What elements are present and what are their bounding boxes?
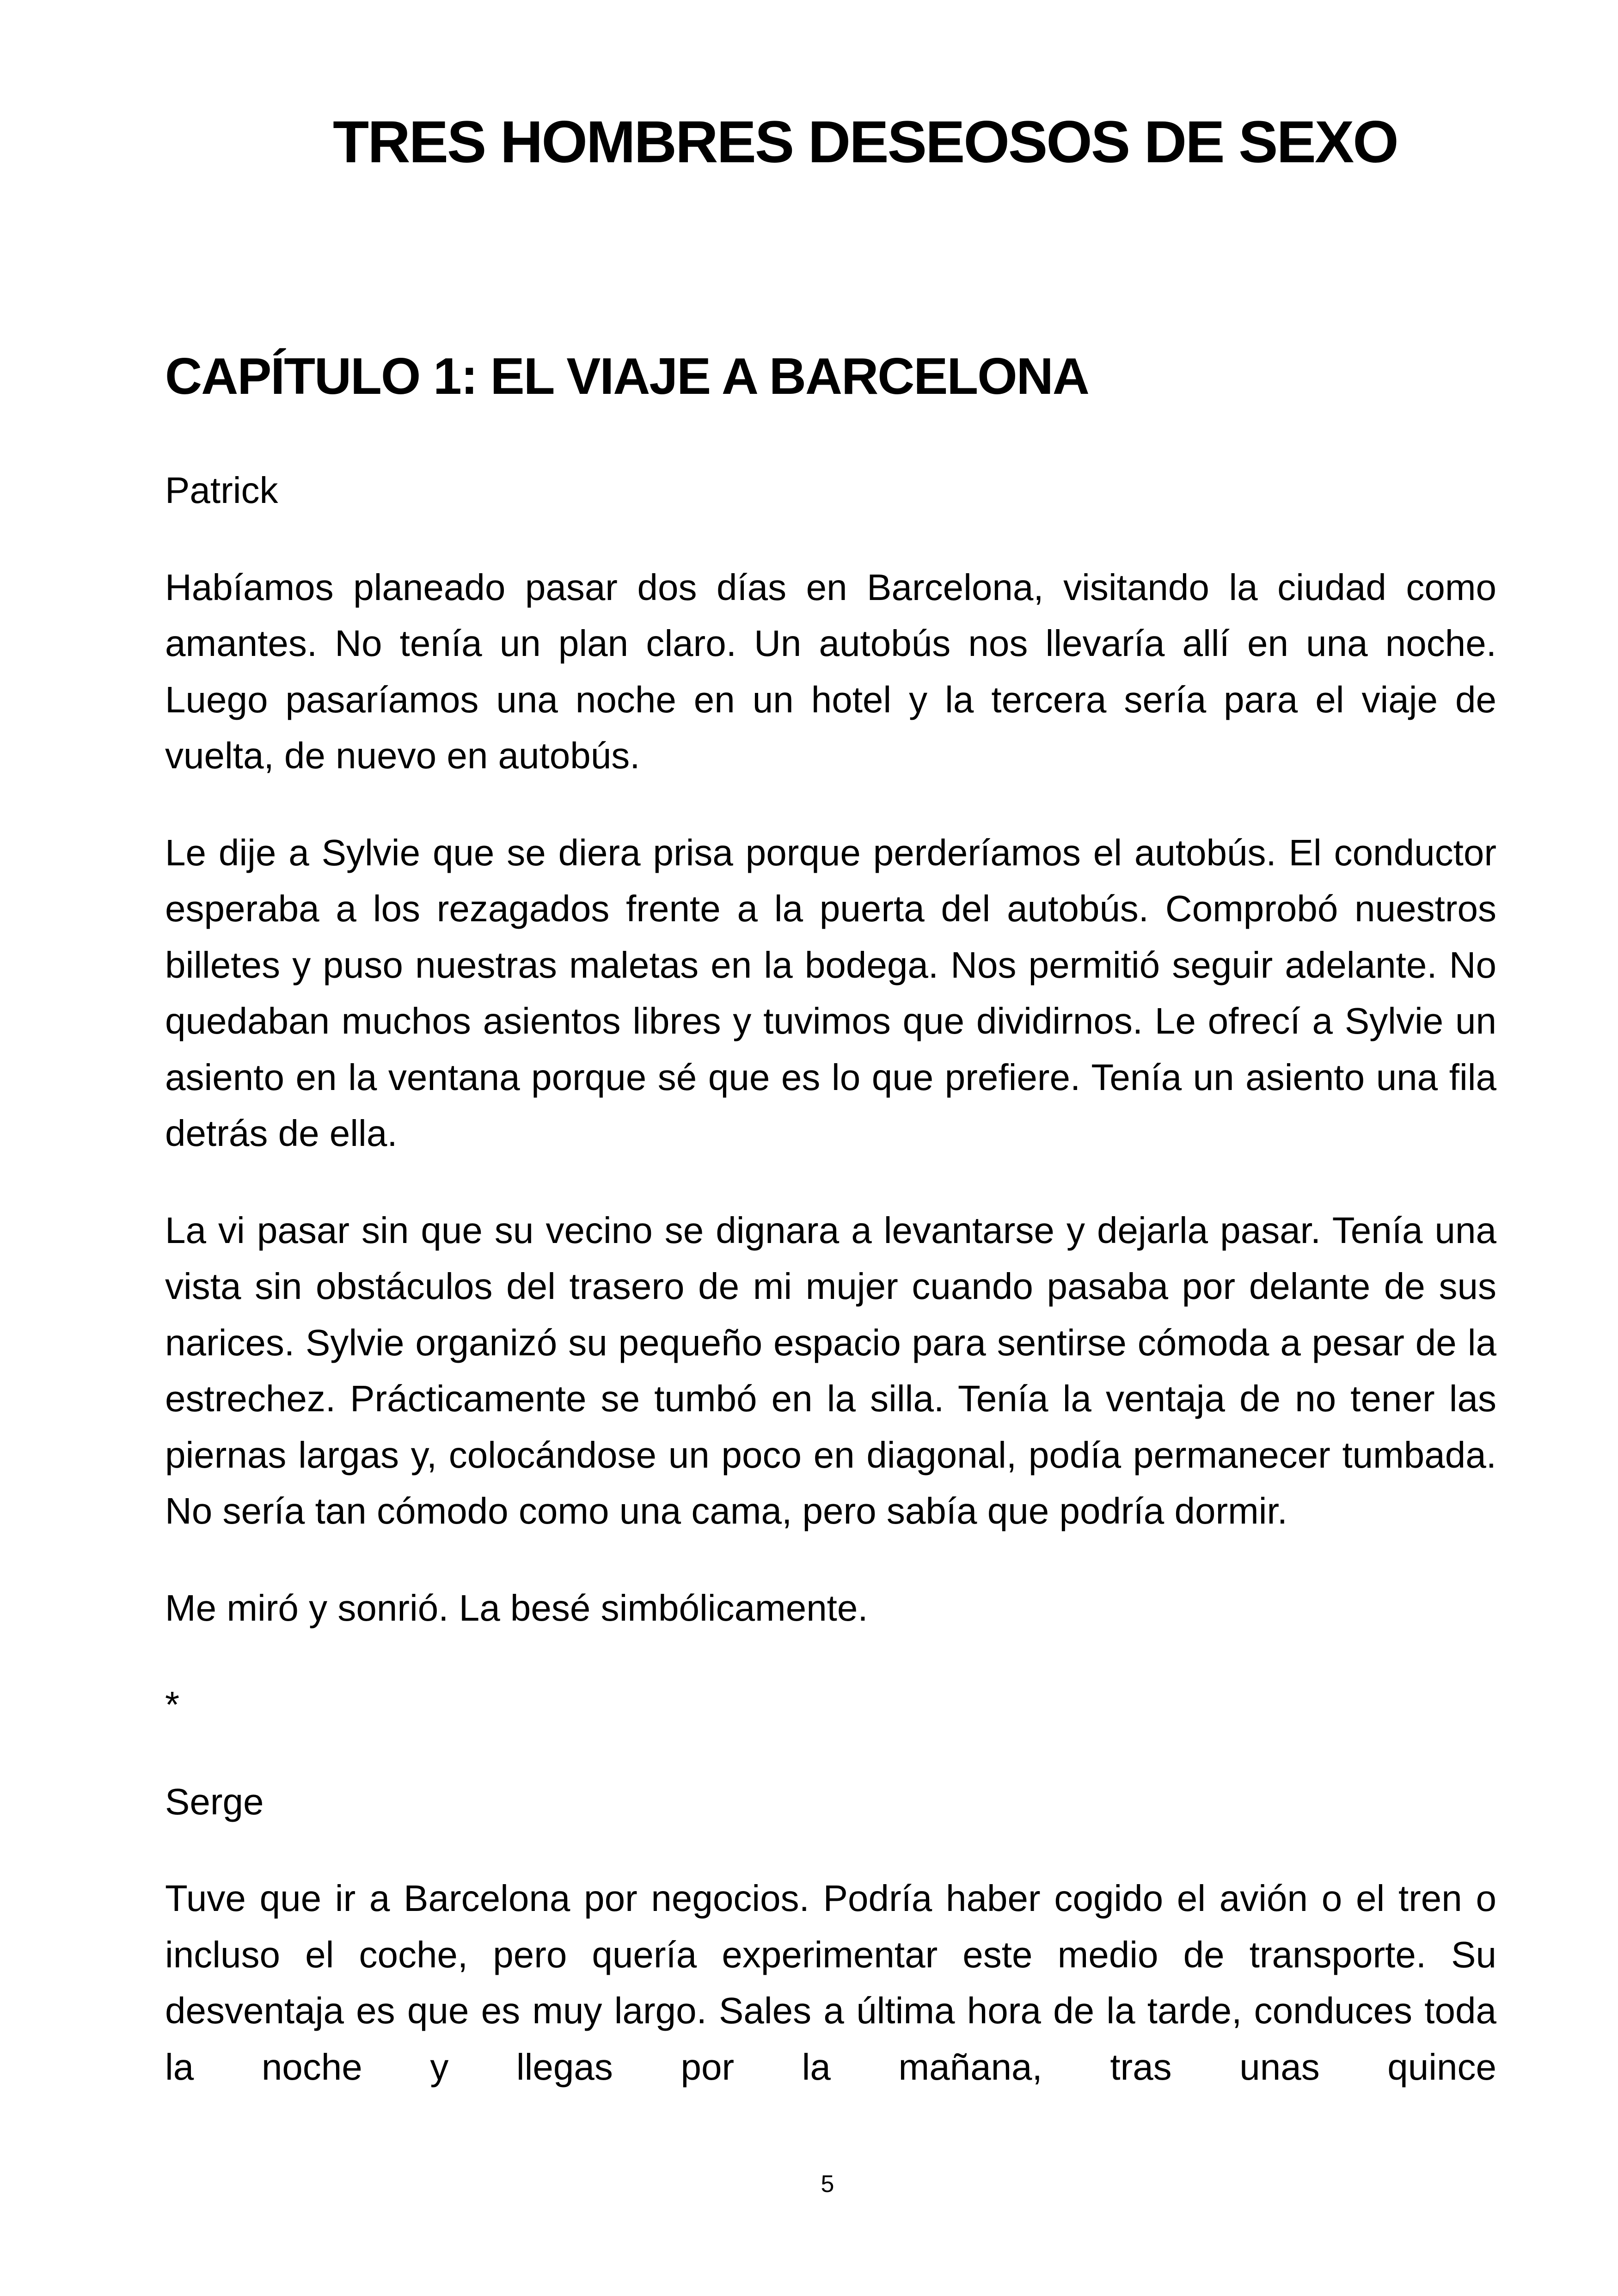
- body-text: [165, 462, 1496, 2136]
- paragraph: Habíamos planeado pasar dos días en Barcelona, visitando la ciudad como amantes. No tenía un plan claro. Un autobús nos llevaría allí en una noche. Luego pasaríamos una noche en un hotel y la tercera sería para el viaje de vuelta, de nuevo en autobús.: [165, 566, 1496, 776]
- paragraph: Me miró y sonrió. La besé simbólicamente.: [165, 1587, 868, 1629]
- book-title: TRES HOMBRES DESEOSOS DE SEXO: [333, 109, 1397, 175]
- paragraph: Tuve que ir a Barcelona por negocios. Podría haber cogido el avión o el tren o incluso el coche, pero quería experimentar este medio de transporte. Su desventaja es que es muy largo. Sales a última hora de la tarde, conduces toda la noche y llegas por la mañana, tras unas quince: [165, 1878, 1496, 2088]
- narrator-label-serge: Serge: [165, 1781, 264, 1822]
- narrator-label-patrick: Patrick: [165, 470, 278, 511]
- paragraph: La vi pasar sin que su vecino se dignara a levantarse y dejarla pasar. Tenía una vista sin obstáculos del trasero de mi mujer cuando pasaba por delante de sus narices. Sylvie organizó su pequeño espacio para sentirse cómoda a pesar de la estrechez. Prácticamente se tumbó en la silla. Tenía la ventaja de no tener las piernas largas y, colocándose un poco en diagonal, podía permanecer tumbada. No sería tan cómodo como una cama, pero sabía que podría dormir.: [165, 1209, 1496, 1531]
- section-break: *: [165, 1684, 180, 1725]
- page-number: 5: [821, 2171, 834, 2198]
- paragraph: Le dije a Sylvie que se diera prisa porque perderíamos el autobús. El conductor esperaba a los rezagados frente a la puerta del autobús. Comprobó nuestros billetes y puso nuestras maletas en la bodega. Nos permitió seguir adelante. No quedaban muchos asientos libres y tuvimos que dividirnos. Le ofrecí a Sylvie un asiento en la ventana porque sé que es lo que prefiere. Tenía un asiento una fila detrás de ella.: [165, 832, 1496, 1154]
- chapter-title: CAPÍTULO 1: EL VIAJE A BARCELONA: [165, 348, 1089, 405]
